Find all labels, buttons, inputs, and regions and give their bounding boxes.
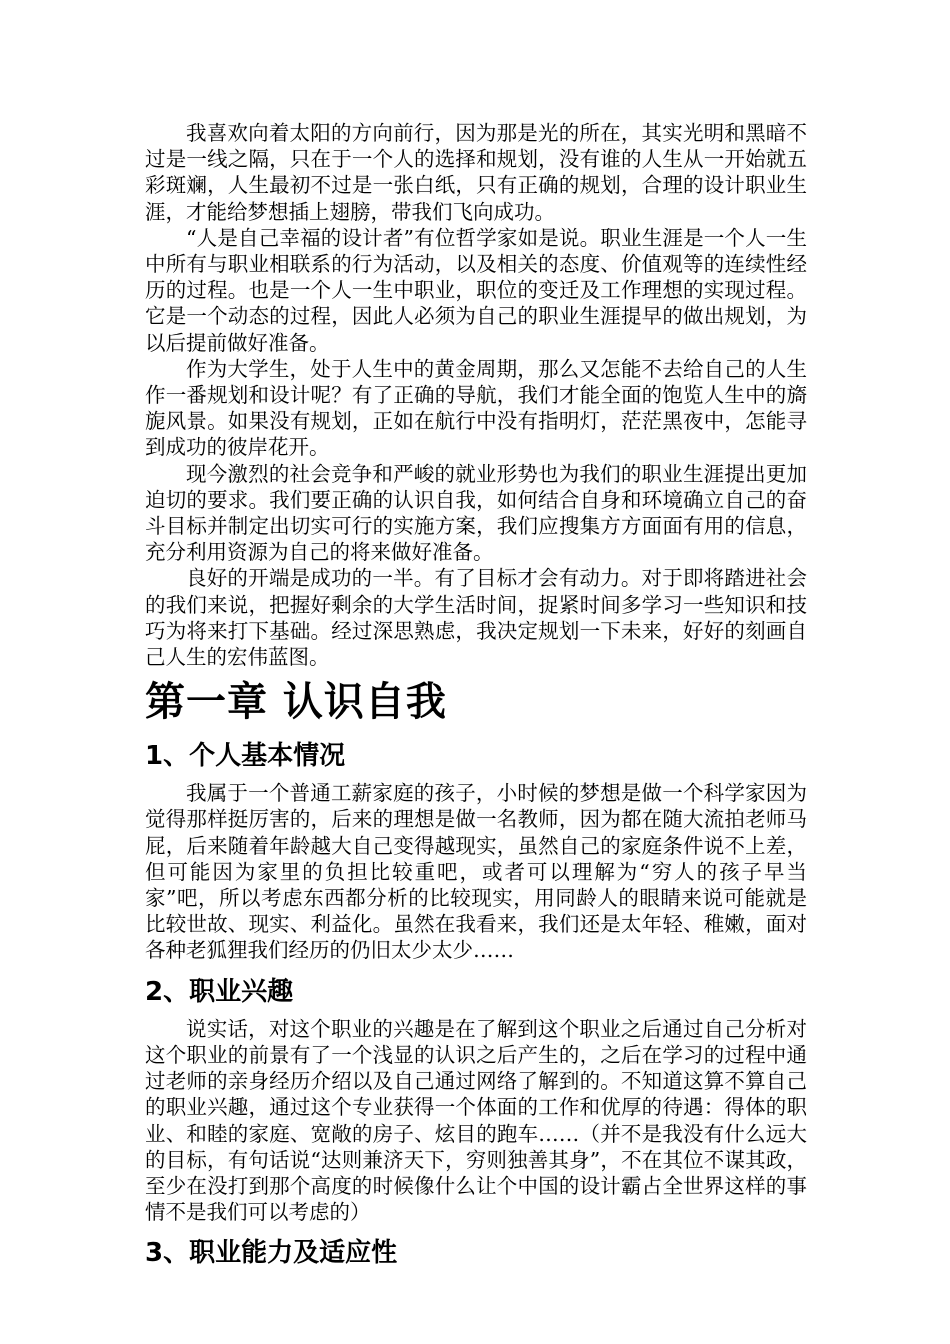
section-heading-career-ability: 3、职业能力及适应性 — [145, 1238, 398, 1269]
section-heading-personal-info: 1、个人基本情况 — [145, 741, 346, 772]
document-page — [145, 120, 807, 1277]
section-body-personal-info: 我属于一个普通工薪家庭的孩子，小时候的梦想是做一个科学家因为觉得那样挺厉害的，后来的理想是做一名教师，因为都在随大流拍老师马屁，后来随着年龄越大自己变得越现实，虽然自己的家庭条件说不上差，但可能因为家里的负担比较重吧，或者可以理解为“穷人的孩子早当家”吧，所以考虑东西都分析的比较现实，用同龄人的眼睛来说可能就是比较世故、现实、利益化。虽然在我看来，我们还是太年轻、稚嫩，面对各种老狐狸我们经历的仍旧太少太少…… — [145, 781, 807, 963]
chapter-title: 第一章 认识自我 — [145, 679, 447, 726]
section-heading-career-interest: 2、职业兴趣 — [145, 976, 294, 1007]
intro-paragraph-4: 现今激烈的社会竞争和严峻的就业形势也为我们的职业生涯提出更加迫切的要求。我们要正确的认识自我，如何结合自身和环境确立自己的奋斗目标并制定出切实可行的实施方案，我们应搜集方方面面有用的信息，充分利用资源为自己的将来做好准备。 — [145, 461, 807, 565]
intro-paragraph-5: 良好的开端是成功的一半。有了目标才会有动力。对于即将踏进社会的我们来说，把握好剩余的大学生活时间，捉紧时间多学习一些知识和技巧为将来打下基础。经过深思熟虑，我决定规划一下未来，好好的刻画自己人生的宏伟蓝图。 — [145, 566, 807, 670]
intro-paragraph-2: “人是自己幸福的设计者”有位哲学家如是说。职业生涯是一个人一生中所有与职业相联系的行为活动，以及相关的态度、价值观等的连续性经历的过程。也是一个人一生中职业，职位的变迁及工作理想的实现过程。它是一个动态的过程，因此人必须为自己的职业生涯提早的做出规划，为以后提前做好准备。 — [145, 225, 807, 355]
intro-paragraph-1: 我喜欢向着太阳的方向前行，因为那是光的所在，其实光明和黑暗不过是一线之隔，只在于一个人的选择和规划，没有谁的人生从一开始就五彩斑斓，人生最初不过是一张白纸，只有正确的规划，合理的设计职业生涯，才能给梦想插上翅膀，带我们飞向成功。 — [145, 121, 807, 224]
section-body-career-interest: 说实话，对这个职业的兴趣是在了解到这个职业之后通过自己分析对这个职业的前景有了一个浅显的认识之后产生的，之后在学习的过程中通过老师的亲身经历介绍以及自己通过网络了解到的。不知道这算不算自己的职业兴趣，通过这个专业获得一个体面的工作和优厚的待遇：得体的职业、和睦的家庭、宽敞的房子、炫目的跑车……（并不是我没有什么远大的目标，有句话说“达则兼济天下，穷则独善其身”，不在其位不谋其政，至少在没打到那个高度的时候像什么让个中国的设计霸占全世界这样的事情不是我们可以考虑的） — [145, 1016, 807, 1225]
intro-paragraph-3: 作为大学生，处于人生中的黄金周期，那么又怎能不去给自己的人生作一番规划和设计呢？有了正确的导航，我们才能全面的饱览人生中的旖旎风景。如果没有规划，正如在航行中没有指明灯，茫茫黑夜中，怎能寻到成功的彼岸花开。 — [145, 356, 807, 460]
